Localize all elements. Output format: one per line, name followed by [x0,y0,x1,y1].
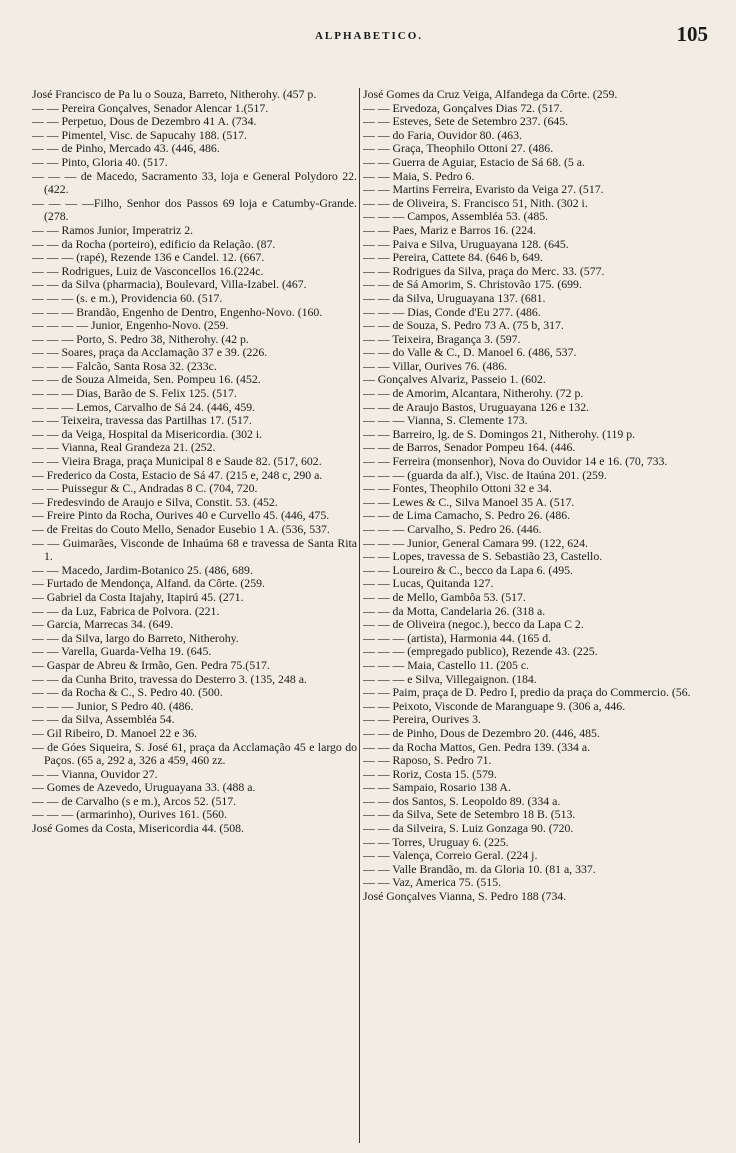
directory-entry: — Gaspar de Abreu & Irmão, Gen. Pedra 75.(517. [32,657,270,672]
directory-entry: — — — Carvalho, S. Pedro 26. (446. [363,522,542,536]
directory-entry: — — Esteves, Sete de Setembro 237. (645. [363,114,569,129]
directory-entry: — — da Silva, Uruguayana 137. (681. [363,290,546,305]
page-header [30,20,708,50]
directory-entry: — — de Araujo Bastos, Uruguayana 126 e 132. [363,399,590,414]
directory-entry: — — de Pinho, Dous de Dezembro 20. (446, 485. [363,725,600,740]
running-title: ALPHABETICO. [314,30,424,42]
directory-entry: — — — (s. e m.), Providencia 60. (517. [32,290,223,305]
directory-entry: — — da Veiga, Hospital da Misericordia. (302 i. [32,426,263,441]
directory-entry: — — de Pinho, Mercado 43. (446, 486. [32,141,220,156]
directory-entry: — — da Silveira, S. Luiz Gonzaga 90. (720. [363,821,574,836]
directory-entry: — Furtado de Mendonça, Alfand. da Côrte. (259. [32,576,265,591]
right-column [363,88,709,1148]
left-column [32,88,357,1148]
directory-entry: — — Pereira, Cattete 84. (646 b, 649. [363,250,543,265]
directory-entry: — — Vieira Braga, praça Municipal 8 e Saude 82. (517, 602. [32,454,322,469]
directory-entry: — — da Silva (pharmacia), Boulevard, Villa-Izabel. (467. [32,277,307,292]
directory-entry: — — Peixoto, Visconde de Maranguape 9. (306 a, 446. [363,698,626,713]
directory-entry: — — Barreiro, lg. de S. Domingos 21, Nitherohy. (119 p. [363,426,636,441]
directory-entry: — — Vianna, Ouvidor 27. [32,766,158,781]
directory-entry: — — Ferreira (monsenhor), Nova do Ouvidor 14 e 16. (70, 733. [363,454,668,469]
directory-entry: — — — Campos, Assembléa 53. (485. [363,209,549,224]
directory-entry: — — de Oliveira (negoc.), becco da Lapa C 2. [363,617,584,632]
directory-entry: — — Pereira Gonçalves, Senador Alencar 1.(517. [32,100,269,115]
directory-entry: — — Roriz, Costa 15. (579. [363,766,497,781]
directory-entry: José Francisco de Pa lu o Souza, Barreto, Nitherohy. (457 p. [32,88,317,101]
directory-entry: — — da Motta, Candelaria 26. (318 a. [363,603,546,618]
directory-entry: — — Pinto, Gloria 40. (517. [32,154,168,169]
directory-entry: — — — Lemos, Carvalho de Sá 24. (446, 459. [32,399,256,414]
directory-entry: — — — Vianna, S. Clemente 173. [363,413,528,428]
directory-entry: — — Varella, Guarda-Velha 19. (645. [32,644,212,659]
directory-entry: — — Maia, S. Pedro 6. [363,168,475,183]
directory-entry: — — — Maia, Castello 11. (205 c. [363,657,530,672]
directory-entry: — — de Sá Amorim, S. Christovão 175. (699. [363,277,582,292]
directory-entry: — — — (artista), Harmonia 44. (165 d. [363,630,552,645]
directory-entry: — — da Rocha (porteiro), edificio da Relação. (87. [32,236,276,251]
directory-entry: — — de Barros, Senador Pompeu 164. (446. [363,440,576,455]
directory-entry: — Frederico da Costa, Estacio de Sá 47. (215 e, 248 c, 290 a. [32,467,323,482]
directory-entry: — — da Silva, Assembléa 54. [32,712,175,727]
directory-entry: — — — Falcão, Santa Rosa 32. (233c. [32,358,217,373]
directory-entry: — — Sampaio, Rosario 138 A. [363,780,511,795]
directory-entry: — — Ramos Junior, Imperatriz 2. [32,222,194,237]
directory-entry: — — — (guarda da alf.), Visc. de Itaúna 201. (259. [363,467,607,482]
directory-entry: — — de Souza, S. Pedro 73 A. (75 b, 317. [363,318,564,333]
directory-entry: — — Lucas, Quitanda 127. [363,576,494,591]
directory-entry: José Gonçalves Vianna, S. Pedro 188 (734. [363,889,567,904]
directory-entry: — — — — Junior, Engenho-Novo. (259. [32,318,229,333]
directory-entry: — — Villar, Ourives 76. (486. [363,358,508,373]
directory-entry: — — Paes, Mariz e Barros 16. (224. [363,222,536,237]
directory-entry: — — Ervedoza, Gonçalves Dias 72. (517. [363,100,563,115]
directory-entry: — — Rodrigues da Silva, praça do Merc. 33. (577. [363,263,605,278]
directory-entry: — — Valle Brandão, m. da Gloria 10. (81 a, 337. [363,861,596,876]
directory-entry: — — Graça, Theophilo Ottoni 27. (486. [363,141,554,156]
directory-entry: — — Pimentel, Visc. de Sapucahy 188. (517. [32,127,247,142]
directory-entry: — — — Junior, General Camara 99. (122, 624. [363,535,588,550]
directory-entry: — — Lewes & C., Silva Manoel 35 A. (517. [363,494,575,509]
directory-entry: José Gomes da Costa, Misericordia 44. (508. [32,821,244,836]
directory-entry: — — Vaz, America 75. (515. [363,875,502,890]
directory-entry: — — dos Santos, S. Leopoldo 89. (334 a. [363,793,561,808]
directory-entry: — — do Faria, Ouvidor 80. (463. [363,127,522,142]
directory-entry: — Garcia, Marrecas 34. (649. [32,617,174,632]
directory-entry: — de Góes Siqueira, S. José 61, praça da Acclamação 45 e largo do Paços. (65 a, 292 a, 326 a 459, 460 zz. [32,739,357,768]
directory-entry: — — — (armarinho), Ourives 161. (560. [32,807,227,822]
directory-entry: — — — —Filho, Senhor dos Passos 69 loja e Catumby-Grande. (278. [32,195,357,224]
directory-entry: — — Guerra de Aguiar, Estacio de Sá 68. (5 a. [363,154,585,169]
directory-entry: — — — Brandão, Engenho de Dentro, Engenho-Novo. (160. [32,304,323,319]
directory-entry: — — — de Macedo, Sacramento 33, loja e General Polydoro 22. (422. [32,168,357,197]
directory-entry: — Gomes de Azevedo, Uruguayana 33. (488 a. [32,780,256,795]
directory-entry: — Gil Ribeiro, D. Manoel 22 e 36. [32,725,198,740]
directory-entry: — — da Rocha & C., S. Pedro 40. (500. [32,685,223,700]
directory-entry: — — Vianna, Real Grandeza 21. (252. [32,440,216,455]
directory-entry: — — — (rapé), Rezende 136 e Candel. 12. (667. [32,250,265,265]
directory-entry: — Gabriel da Costa Itajahy, Itapirú 45. (271. [32,589,244,604]
directory-entry: — — do Valle & C., D. Manoel 6. (486, 537. [363,345,577,360]
directory-entry: — — de Souza Almeida, Sen. Pompeu 16. (452. [32,372,261,387]
directory-entry: José Gomes da Cruz Veiga, Alfandega da Côrte. (259. [363,88,618,101]
directory-entry: — — Macedo, Jardim-Botanico 25. (486, 689. [32,562,253,577]
directory-entry: — — Torres, Uruguay 6. (225. [363,834,509,849]
directory-entry: — — Teixeira, travessa das Partilhas 17. (517. [32,413,252,428]
directory-entry: — — de Carvalho (s e m.), Arcos 52. (517. [32,793,237,808]
directory-entry: — de Freitas do Couto Mello, Senador Eusebio 1 A. (536, 537. [32,522,330,536]
directory-entry: — — — Porto, S. Pedro 38, Nitherohy. (42 p. [32,331,249,346]
page-number: 105 [676,22,708,46]
directory-entry: — — — (empregado publico), Rezende 43. (225. [363,644,598,659]
directory-entry: — — Lopes, travessa de S. Sebastião 23, Castello. [363,549,603,564]
directory-entry: — — da Cunha Brito, travessa do Desterro 3. (135, 248 a. [32,671,307,686]
directory-entry: — — da Luz, Fabrica de Polvora. (221. [32,603,220,618]
directory-entry: — — Pereira, Ourives 3. [363,712,481,727]
directory-entry: — Freire Pinto da Rocha, Ourives 40 e Curvello 45. (446, 475. [32,508,330,523]
directory-entry: — — — Junior, S Pedro 40. (486. [32,698,194,713]
directory-entry: — — de Lima Camacho, S. Pedro 26. (486. [363,508,571,523]
column-divider [359,88,360,1143]
directory-entry: — — de Oliveira, S. Francisco 51, Nith. (302 i. [363,195,588,210]
directory-entry: — — Teixeira, Bragança 3. (597. [363,331,521,346]
directory-entry: — — Perpetuo, Dous de Dezembro 41 A. (734. [32,114,257,129]
directory-entry: — — Valença, Correio Geral. (224 j. [363,848,538,863]
directory-entry: — — da Rocha Mattos, Gen. Pedra 139. (334 a. [363,739,591,754]
directory-entry: — — Fontes, Theophilo Ottoni 32 e 34. [363,481,552,496]
directory-entry: — — — Dias, Conde d'Eu 277. (486. [363,304,541,319]
directory-entry: — — Guimarães, Visconde de Inhaúma 68 e travessa de Santa Rita 1. [32,535,357,564]
directory-entry: — — Soares, praça da Acclamação 37 e 39. (226. [32,345,268,360]
directory-entry: — — — Dias, Barão de S. Felix 125. (517. [32,386,237,401]
directory-entry: — Fredesvindo de Araujo e Silva, Constit. 53. (452. [32,494,278,509]
directory-entry: — — da Silva, largo do Barreto, Nitherohy. [32,630,239,645]
directory-entry: — — Puissegur & C., Andradas 8 C. (704, 720. [32,481,258,496]
directory-entry: — — Paim, praça de D. Pedro I, predio da praça do Commercio. (56. [363,685,691,700]
directory-entry: — — — e Silva, Villegaignon. (184. [363,671,537,686]
directory-entry: — — Paiva e Silva, Uruguayana 128. (645. [363,236,569,251]
directory-entry: — Gonçalves Alvariz, Passeio 1. (602. [363,372,546,387]
directory-entry: — — da Silva, Sete de Setembro 18 B. (513. [363,807,576,822]
directory-entry: — — Raposo, S. Pedro 71. [363,753,492,768]
directory-entry: — — Martins Ferreira, Evaristo da Veiga 27. (517. [363,182,604,197]
directory-entry: — — de Mello, Gambôa 53. (517. [363,589,526,604]
directory-entry: — — Rodrigues, Luiz de Vasconcellos 16.(224c. [32,263,264,278]
directory-entry: — — de Amorim, Alcantara, Nitherohy. (72 p. [363,386,584,401]
directory-entry: — — Loureiro & C., becco da Lapa 6. (495. [363,562,573,577]
